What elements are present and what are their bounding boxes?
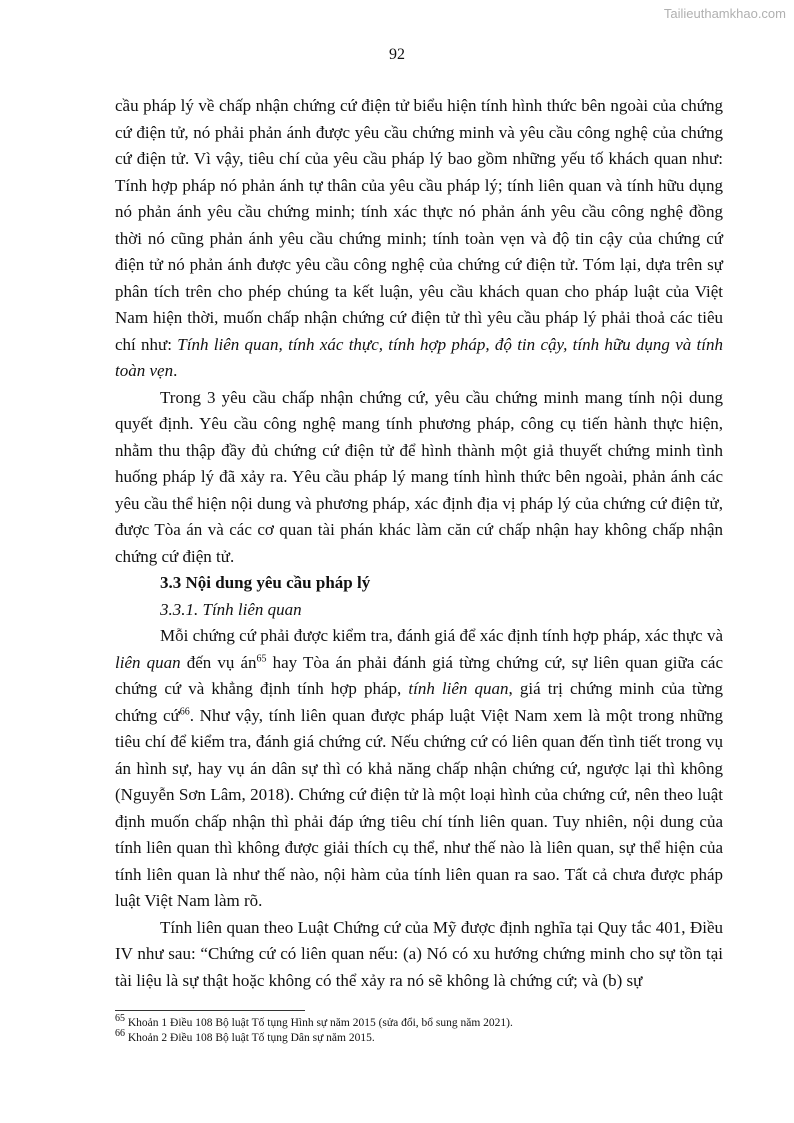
paragraph-3-part-4: , giá trị chứng minh của từng chứng cứ	[115, 679, 723, 725]
paragraph-3-part-1: Mỗi chứng cứ phải được kiểm tra, đánh giá để xác định tính hợp pháp, xác thực và	[160, 626, 723, 645]
paragraph-3-italic-1: liên quan	[115, 652, 181, 672]
footnote-number: 65	[115, 1013, 125, 1025]
paragraph-1-italic: Tính liên quan, tính xác thực, tính hợp pháp, độ tin cậy, tính hữu dụng và tính toàn vẹn	[115, 334, 723, 380]
paragraph-3-part-2: đến vụ án	[180, 652, 257, 672]
watermark: Tailieuthamkhao.com	[663, 6, 786, 21]
paragraph-3-italic-2: tính liên quan	[408, 679, 509, 698]
footnote-65	[115, 1013, 723, 1031]
footnote-ref-66[interactable]: 66	[179, 705, 190, 717]
footnote-number: 66	[115, 1028, 125, 1040]
footnote-divider	[115, 1010, 305, 1011]
paragraph-1-end: .	[173, 361, 178, 380]
paragraph-1	[115, 93, 723, 385]
paragraph-3	[115, 623, 723, 915]
subsection-heading: 3.3.1. Tính liên quan	[160, 599, 302, 619]
footnote-66	[115, 1028, 723, 1046]
page-number: 92	[389, 46, 405, 63]
paragraph-3-part-5: . Như vậy, tính liên quan được pháp luật Việt Nam xem là một trong những tiêu chí để kiểm tra, đánh giá chứng cứ. Nếu chứng cứ có liên quan đến tình tiết trong vụ án hình sự, hay vụ án dân sự thì có khả năng chấp nhận chứng cứ, ngược lại thì không (Nguyễn Sơn Lâm, 2018). Chứng cứ điện tử là một loại hình của chứng cứ, nên theo luật định muốn chấp nhận thì phải đáp ứng tiêu chí tính liên quan. Tuy nhiên, nội dung của tính liên quan thì không được giải thích cụ thể, như thế nào là liên quan, sự thể hiện của tính liên quan là như thế nào, nội hàm của tính liên quan ra sao. Tất cả chưa được pháp luật Việt Nam làm rõ.	[115, 705, 723, 910]
paragraph-1-text: cầu pháp lý về chấp nhận chứng cứ điện tử biểu hiện tính hình thức bên ngoài của chứng cứ điện tử, nó phải phản ánh được yêu cầu chứng minh và yêu cầu công nghệ của chứng cứ điện tử. Vì vậy, tiêu chí của yêu cầu pháp lý bao gồm những yếu tố khách quan như: Tính hợp pháp nó phản ánh tự thân của yêu cầu pháp lý; tính liên quan và tính hữu dụng nó phản ánh yêu cầu chứng minh; tính xác thực nó phản ánh yêu cầu công nghệ đồng thời nó cũng phản ánh yêu cầu chứng minh; tính toàn vẹn và độ tin cậy của chứng cứ điện tử nó phản ánh được yêu cầu công nghệ của chứng cứ điện tử. Tóm lại, dựa trên sự phân tích trên cho phép chúng ta kết luận, yêu cầu khách quan cho pháp luật của Việt Nam hiện thời, muốn chấp nhận chứng cứ điện tử thì yêu cầu pháp lý phải thoả các tiêu chí như:	[115, 96, 723, 354]
footnote-text: Khoản 2 Điều 108 Bộ luật Tố tụng Dân sự năm 2015.	[125, 1032, 375, 1044]
document-body	[115, 93, 723, 994]
footnotes	[115, 1013, 723, 1046]
section-heading: 3.3 Nội dung yêu cầu pháp lý	[160, 573, 371, 592]
footnote-ref-65[interactable]: 65	[256, 652, 267, 664]
paragraph-4: Tính liên quan theo Luật Chứng cứ của Mỹ được định nghĩa tại Quy tắc 401, Điều IV như sau: “Chứng cứ có liên quan nếu: (a) Nó có xu hướng chứng minh cho sự tồn tại tài liệu là sự thật hoặc không có thể xảy ra nó sẽ không là chứng cứ; và (b) sự	[115, 917, 723, 990]
paragraph-2: Trong 3 yêu cầu chấp nhận chứng cứ, yêu cầu chứng minh mang tính nội dung quyết định. Yêu cầu công nghệ mang tính phương pháp, công cụ tiến hành thực hiện, nhằm thu thập đầy đủ chứng cứ điện tử để hình thành một giả thuyết chứng minh tình huống pháp lý đã xảy ra. Yêu cầu pháp lý mang tính hình thức bên ngoài, phản ánh các yêu cầu thể hiện nội dung và phương pháp, xác định địa vị pháp lý của chứng cứ điện tử, được Tòa án và các cơ quan tài phán khác làm căn cứ chấp nhận hay không chấp nhận chứng cứ điện tử.	[115, 387, 723, 566]
footnote-text: Khoản 1 Điều 108 Bộ luật Tố tụng Hình sự năm 2015 (sửa đổi, bổ sung năm 2021).	[125, 1017, 513, 1029]
paragraph-3-part-3: hay Tòa án phải đánh giá từng chứng cứ, sự liên quan giữa các chứng cứ và khẳng định tính hợp pháp,	[115, 652, 724, 698]
